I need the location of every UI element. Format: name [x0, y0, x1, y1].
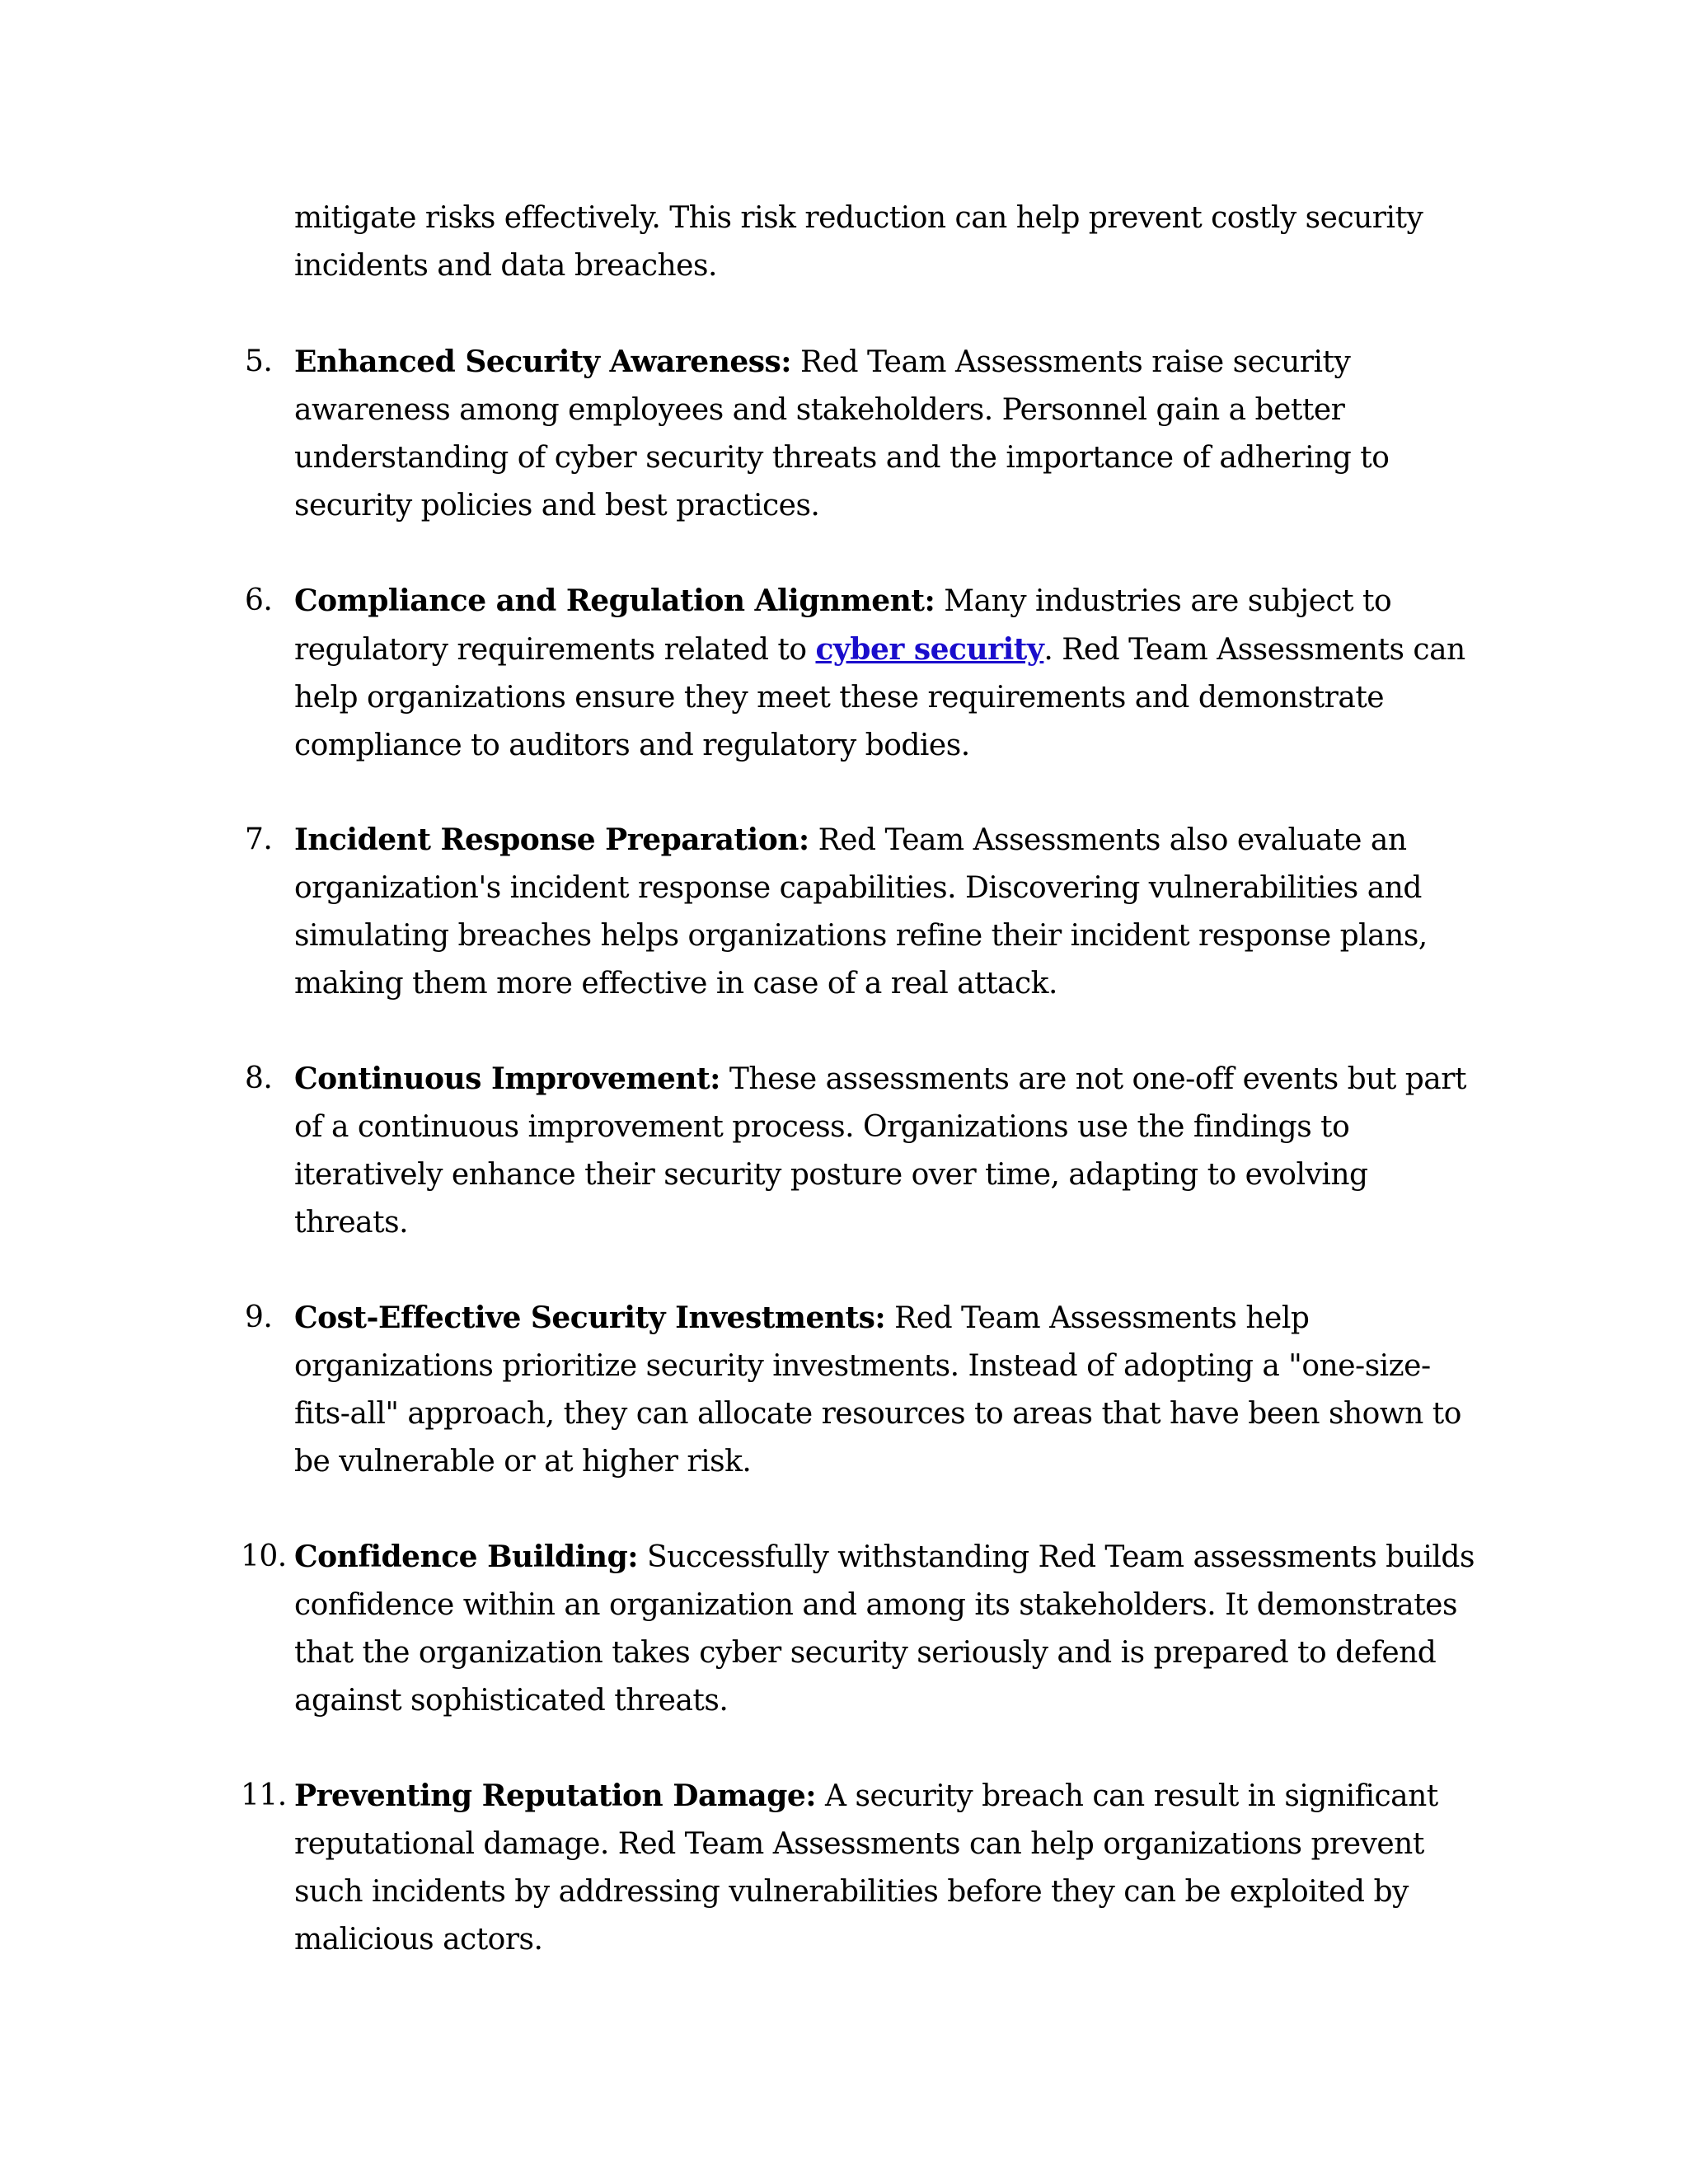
list-item-10 [241, 1533, 1481, 1725]
list-item-text: Red Team Assessments help organizations prioritize security investments. Instead of adopting a "one-size-fits-all" approach, they can allocate resources to areas that have been shown to be vulnerable or at higher risk. [294, 1301, 1461, 1479]
list-item-number: 6. [245, 583, 273, 617]
list-item-title: Preventing Reputation Damage: [294, 1779, 817, 1813]
list-item-title: Confidence Building: [294, 1540, 639, 1574]
list-item-9 [245, 1294, 1481, 1486]
list-item-text: Red Team Assessments raise security awareness among employees and stakeholders. Personnel gain a better understanding of cyber security threats and the importance of adhering to security policies and best practices. [294, 345, 1390, 523]
list-item-6 [245, 577, 1481, 770]
list-item-text-before-link: Many industries are subject to regulatory requirements related to [294, 584, 1392, 667]
list-item-7 [245, 816, 1481, 1008]
list-item-text-after-link: . Red Team Assessments can help organizations ensure they meet these requirements and demonstrate compliance to auditors and regulatory bodies. [294, 633, 1465, 762]
list-item-text: A security breach can result in significant reputational damage. Red Team Assessments can help organizations prevent such incidents by addressing vulnerabilities before they can be exploited by malicious actors. [294, 1779, 1438, 1957]
list-item-title: Cost-Effective Security Investments: [294, 1301, 886, 1335]
list-item-text: These assessments are not one-off events but part of a continuous improvement process. Organizations use the findings to iteratively enhance their security posture over time, adapting to evolving threats. [294, 1062, 1466, 1240]
list-item-11 [241, 1772, 1481, 1964]
list-item-number: 7. [245, 823, 273, 856]
cyber-security-link[interactable]: cyber security [815, 632, 1044, 667]
list-item-title: Incident Response Preparation: [294, 823, 809, 857]
list-item-title: Compliance and Regulation Alignment: [294, 583, 935, 618]
list-item-number: 9. [245, 1301, 273, 1334]
list-item-5 [245, 338, 1481, 530]
list-item-number: 5. [245, 344, 273, 378]
intro-paragraph [294, 194, 1481, 290]
list-item-text: Red Team Assessments also evaluate an organization's incident response capabilities. Discovering vulnerabilities and simulating breaches helps organizations refine their incident response plans, making them more effective in case of a real attack. [294, 823, 1428, 1001]
list-item-number: 8. [245, 1062, 273, 1095]
list-item-number: 11. [241, 1779, 287, 1812]
list-item-8 [245, 1055, 1481, 1247]
list-item-text: Successfully withstanding Red Team assessments builds confidence within an organization and among its stakeholders. It demonstrates that the organization takes cyber security seriously and is prepared to defend against sophisticated threats. [294, 1540, 1475, 1718]
list-item-title: Continuous Improvement: [294, 1062, 720, 1096]
intro-text: mitigate risks effectively. This risk reduction can help prevent costly security incidents and data breaches. [294, 201, 1423, 283]
list-item-title: Enhanced Security Awareness: [294, 344, 792, 379]
list-item-number: 10. [241, 1540, 287, 1573]
